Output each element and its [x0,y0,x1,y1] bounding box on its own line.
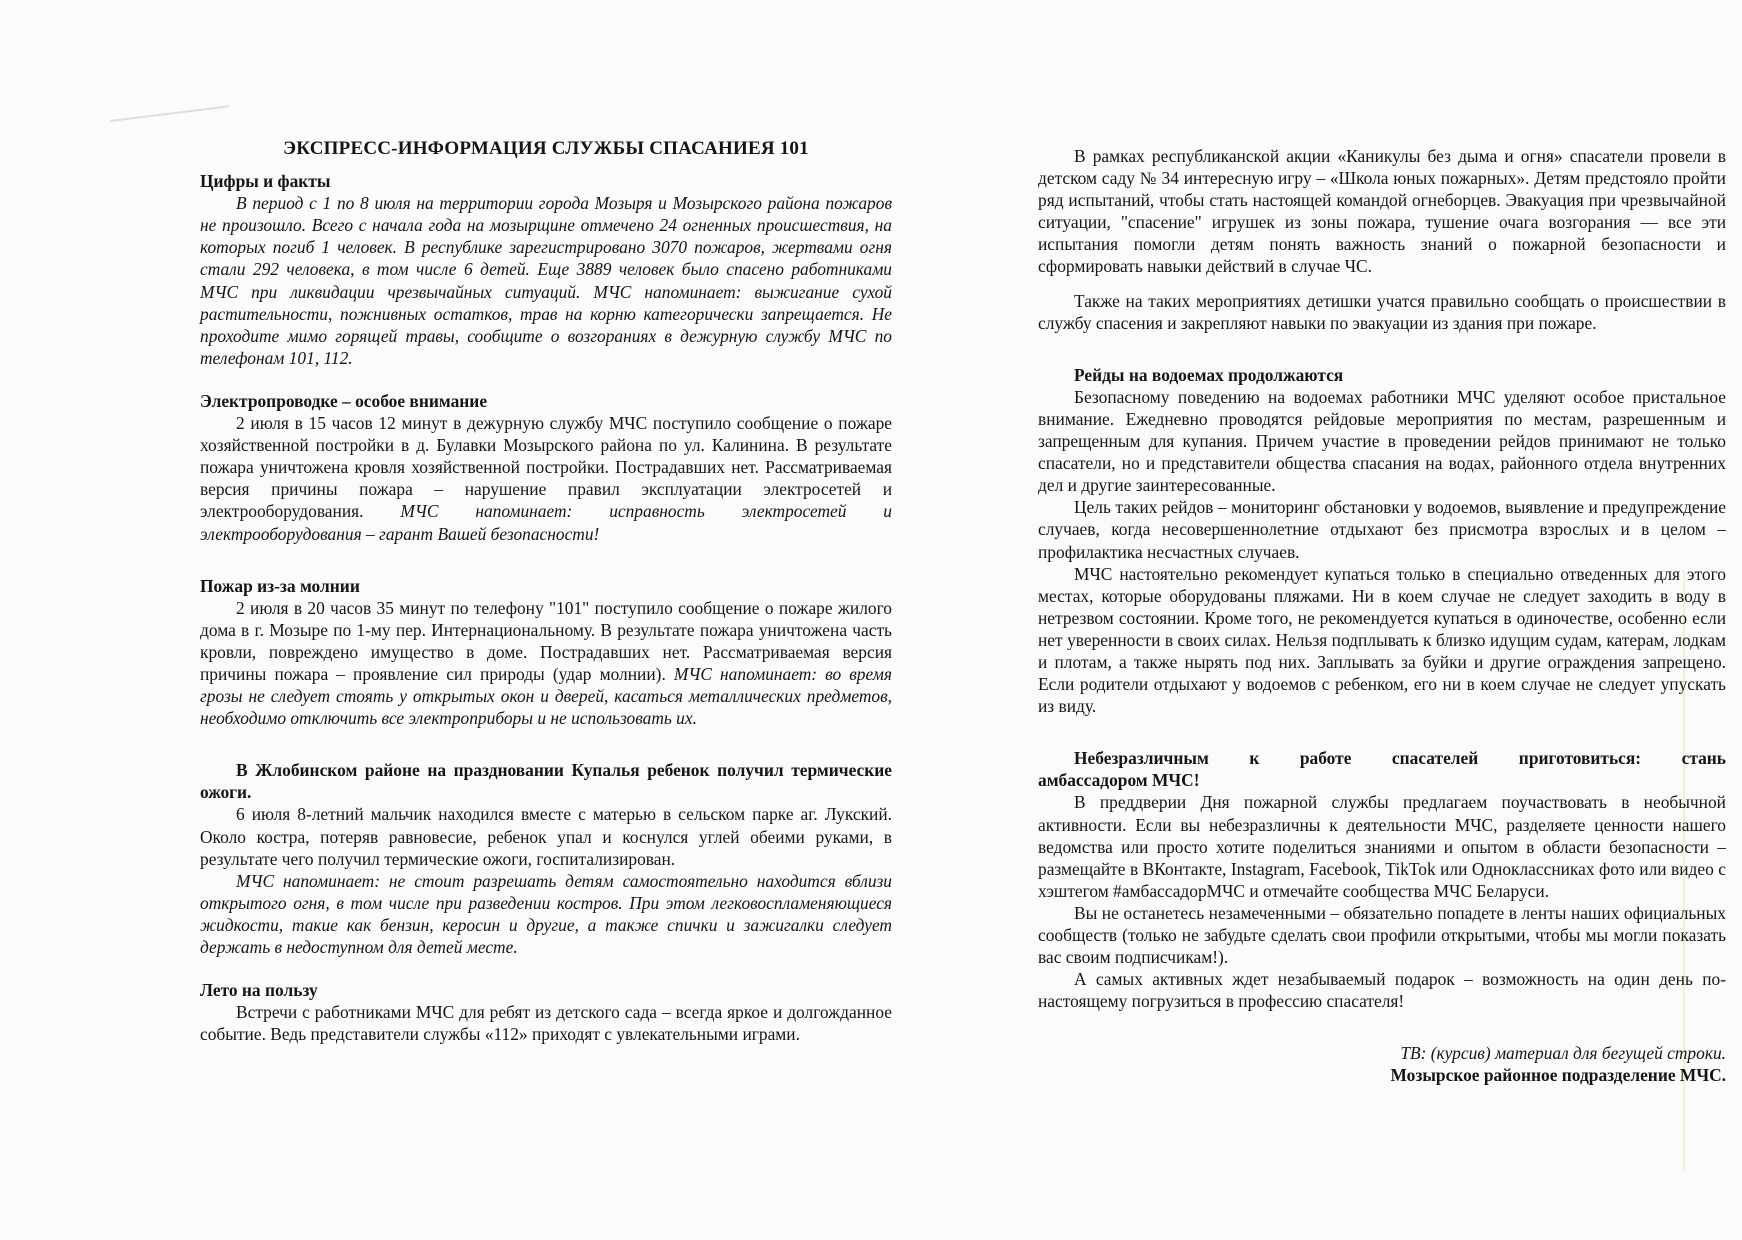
footer-signature: Мозырское районное подразделение МЧС. [1390,1065,1726,1086]
section-reminder-zhlobin: МЧС напоминает: не стоит разрешать детям самостоятельно находится вблизи открытого огня, в том числе при разведении костров. При этом легковоспламеняющиеся жидкости, такие как бензин, керосин и другие, а также спички и зажигалки следует держать в недоступном для детей месте. [200,870,892,957]
section-heading-raids: Рейды на водоемах продолжаются [1074,364,1344,385]
footer-note: ТВ: (курсив) материал для бегущей строки. [1400,1043,1726,1064]
section-heading-facts: Цифры и факты [200,171,331,192]
section-heading-ambassador-line2: амбассадором МЧС! [1038,770,1200,791]
section-heading-zhlobin: В Жлобинском районе на праздновании Купалья ребенок получил термические ожоги. [200,760,892,803]
lightning-reminder: МЧС напоминает: во время грозы не следует стоять у открытых окон и дверей, касаться металлических предметов, необходимо отключить все электроприборы и не использовать их. [200,663,892,729]
raids-text-1: Безопасному поведению на водоемах работники МЧС уделяют особое пристальное внимание. Ежедневно проводятся рейдовые мероприятия по местам, разрешенным и запрещенным для купания. Причем участие в проведении рейдов принимают не только спасатели, но и представители общества спасания на водах, районного отдела внутренних дел и другие заинтересованные. [1038,386,1726,496]
raids-text-2: Цель таких рейдов – мониторинг обстановки у водоемов, выявление и предупреждение случаев, когда несовершеннолетние отдыхают без присмотра взрослых и в целом – профилактика несчастных случаев. [1038,497,1726,562]
lightning-text: 2 июля в 20 часов 35 минут по телефону "101" поступило сообщение о пожаре жилого дома в г. Мозыре по 1-му пер. Интернациональному. В результате пожара уничтожена часть кровли, повреждено имущество в доме. Пострадавших нет. Рассматриваемая версия причины пожара – проявление сил природы (удар молнии). [200,597,892,684]
campaign-text-1: В рамках республиканской акции «Каникулы без дыма и огня» спасатели провели в детском саду № 34 интересную игру – «Школа юных пожарных». Детям предстояло пройти ряд испытаний, чтобы стать настоящей командой огнеборцев. Эвакуация при чрезвычайной ситуации, "спасение" игрушек из зоны пожара, тушение очага возгорания — все эти испытания помогли детям понять важность знаний о пожарной безопасности и сформировать навыки действий в случае ЧС. [1038,146,1726,277]
section-text-zhlobin: 6 июля 8-летний мальчик находился вместе с матерью в сельском парке аг. Лукский. Около костра, потеряв равновесие, ребенок упал и коснулся углей обеими руками, в результате чего получил термические ожоги, госпитализирован. [200,804,892,869]
section-heading-summer: Лето на пользу [200,980,318,1001]
section-text-facts: В период с 1 по 8 июля на территории города Мозыря и Мозырского района пожаров не произошло. Всего с начала года на мозырщине отмечено 24 огненных происшествия, на которых погиб 1 человек. В республике зарегистрировано 3070 пожаров, жертвами огня стали 292 человека, в том числе 6 детей. Еще 3889 человек было спасено работниками МЧС при ликвидации чрезвычайных ситуаций. МЧС напоминает: выжигание сухой растительности, пожнивных остатков, трав на корню категорически запрещается. Не проходите мимо горящей травы, сообщите о возгораниях в дежурную службу МЧС по телефонам 101, 112. [200,193,892,368]
page-title: ЭКСПРЕСС-ИНФОРМАЦИЯ СЛУЖБЫ СПАСАНИЕЯ 101 [283,138,809,159]
section-text-summer: Встречи с работниками МЧС для ребят из детского сада – всегда яркое и долгожданное событие. Ведь представители службы «112» приходят с увлекательными играми. [200,1002,892,1045]
wiring-text: 2 июля в 15 часов 12 минут в дежурную службу МЧС поступило сообщение о пожаре хозяйственной постройки в д. Булавки Мозырского района по ул. Калинина. В результате пожара уничтожена кровля хозяйственной постройки. Пострадавших нет. Рассматриваемая версия причины пожара – нарушение правил эксплуатации электросетей и электрооборудования. [200,413,892,522]
section-heading-lightning: Пожар из-за молнии [200,575,360,596]
campaign-text-2: Также на таких мероприятиях детишки учатся правильно сообщать о происшествии в службу спасения и закрепляют навыки по эвакуации из здания при пожаре. [1038,290,1726,333]
ambassador-text-1: В преддверии Дня пожарной службы предлагаем поучаствовать в необычной активности. Если вы небезразличны к деятельности МЧС, разделяете ценности нашего ведомства или просто хотите поделиться знаниями и опытом в области безопасности – размещайте в ВКонтакте, Instagram, Facebook, TikTok или Одноклассниках фото или видео с хэштегом #амбассадорМЧС и отмечайте сообщества МЧС Беларуси. [1038,792,1726,901]
wiring-reminder: МЧС напоминает: исправность электросетей и электрооборудования – гарант Вашей безопасности! [200,501,892,544]
raids-text-3: МЧС настоятельно рекомендует купаться только в специально отведенных для этого местах, которые оборудованы пляжами. Ни в коем случае не следует заходить в воду в нетрезвом состоянии. Кроме того, не рекомендуется купаться в одиночестве, особенно если нет уверенности в своих силах. Нельзя подплывать к близко идущим судам, катерам, лодкам и плотам, а также нырять под них. Заплывать за буйки и другие ограждения запрещено. Если родители отдыхают у водоемов с ребенком, его ни в коем случае не следует упускать из виду. [1038,563,1726,717]
section-heading-ambassador-line1: Небезразличным к работе спасателей приготовиться: стань [1074,748,1726,769]
ambassador-text-3: А самых активных ждет незабываемый подарок – возможность на один день по-настоящему погрузиться в профессию спасателя! [1038,969,1726,1012]
section-text-wiring [200,412,892,545]
left-column [200,138,892,1045]
section-heading-wiring: Электропроводке – особое внимание [200,390,488,411]
right-column [1038,145,1726,1087]
section-text-lightning [200,597,892,730]
scan-edge-artifact [110,105,229,122]
ambassador-text-2: Вы не останетесь незамеченными – обязательно попадете в ленты наших официальных сообществ (только не забудьте сделать свои профили открытыми, чтобы мы могли показать вас своим подписчикам!). [1038,902,1726,968]
